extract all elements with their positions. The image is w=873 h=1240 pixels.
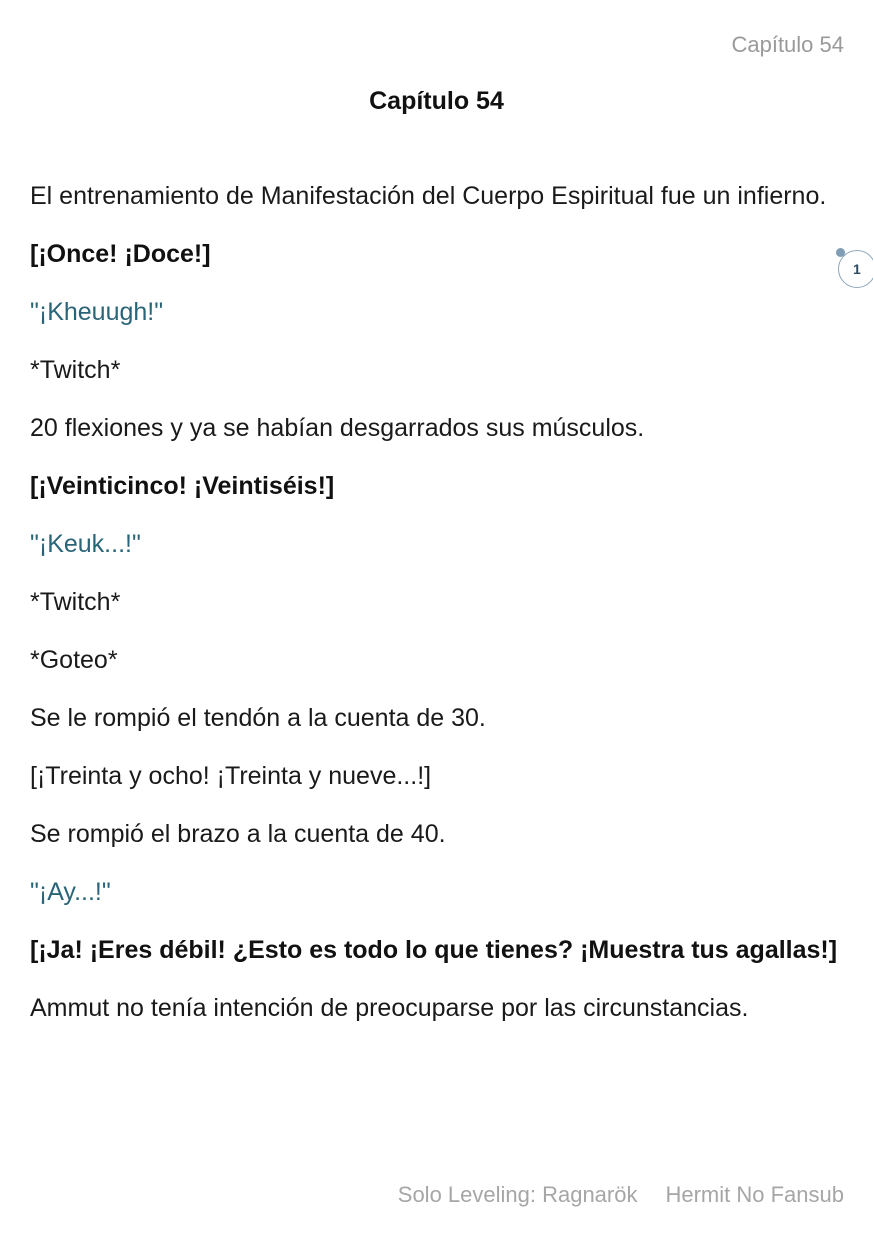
footer	[398, 1182, 844, 1208]
page-indicator-badge[interactable]	[838, 250, 873, 288]
paragraph: *Goteo*	[30, 646, 118, 674]
paragraph: Se le rompió el tendón a la cuenta de 30.	[30, 704, 486, 732]
footer-book-title: Solo Leveling: Ragnarök	[397, 1182, 638, 1207]
chapter-title: Capítulo 54	[369, 87, 504, 115]
paragraph: "¡Ay...!"	[30, 878, 111, 906]
paragraph: [¡Once! ¡Doce!]	[30, 240, 211, 268]
paragraph: [¡Treinta y ocho! ¡Treinta y nueve...!]	[30, 762, 432, 790]
page-indicator-number: 1	[853, 261, 861, 277]
paragraph: Se rompió el brazo a la cuenta de 40.	[30, 820, 446, 848]
paragraph: El entrenamiento de Manifestación del Cuerpo Espiritual fue un infierno.	[30, 182, 827, 210]
chapter-content	[30, 176, 840, 1046]
paragraph: Ammut no tenía intención de preocuparse por las circunstancias.	[30, 994, 749, 1022]
footer-translator: Hermit No Fansub	[665, 1182, 844, 1207]
paragraph: *Twitch*	[30, 588, 121, 616]
header-chapter-label: Capítulo 54	[731, 32, 844, 57]
paragraph: [¡Ja! ¡Eres débil! ¿Esto es todo lo que tienes? ¡Muestra tus agallas!]	[30, 936, 838, 964]
badge-dot-icon	[836, 248, 845, 257]
paragraph: "¡Kheuugh!"	[30, 298, 164, 326]
paragraph: *Twitch*	[30, 356, 121, 384]
paragraph: 20 flexiones y ya se habían desgarrados sus músculos.	[30, 414, 645, 442]
paragraph: "¡Keuk...!"	[30, 530, 141, 558]
paragraph: [¡Veinticinco! ¡Veintiséis!]	[30, 472, 335, 500]
